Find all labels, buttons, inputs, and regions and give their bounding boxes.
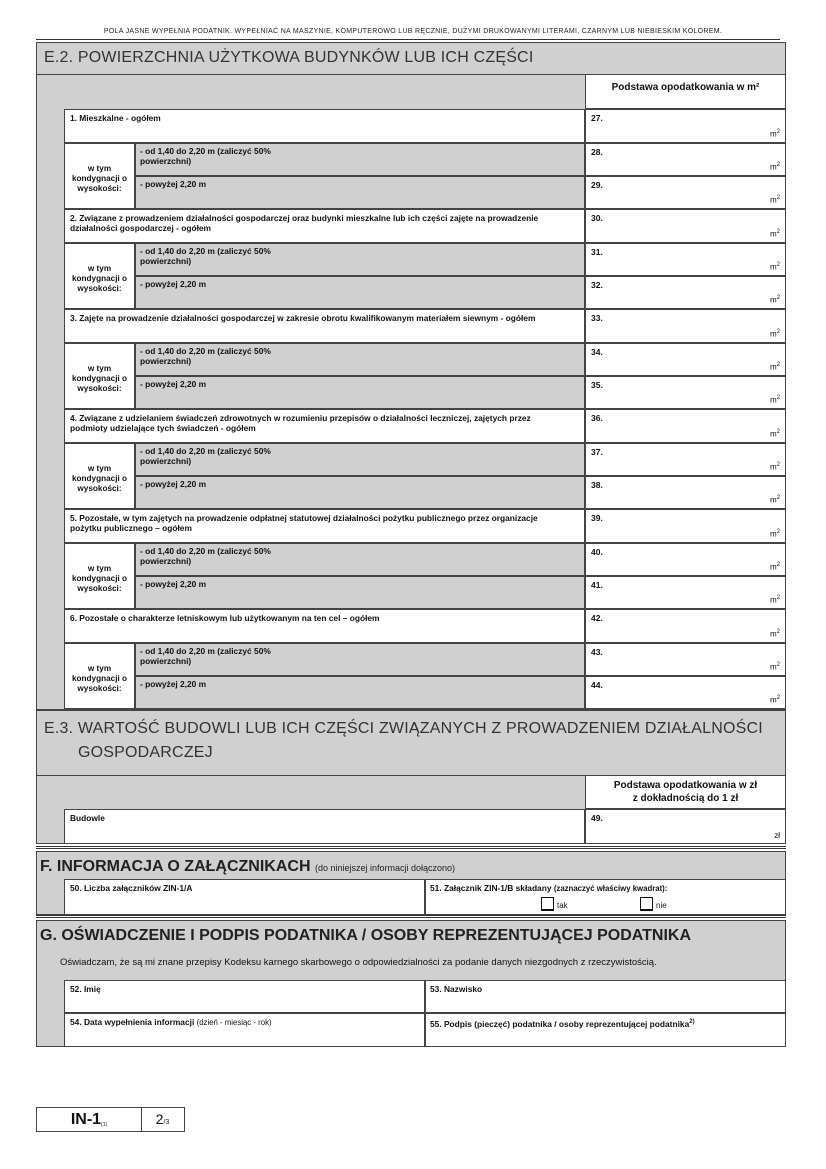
group-label-cell: [64, 609, 585, 643]
unit-exponent: 2: [776, 462, 780, 469]
field-number: 37.: [591, 447, 603, 457]
unit-exponent: 2: [776, 562, 780, 569]
field-unit: [770, 162, 780, 172]
value-field[interactable]: [585, 576, 786, 609]
field-49-unit: zł: [774, 831, 780, 840]
field-number: 27.: [591, 113, 603, 123]
form-code-footnote: (1): [101, 1122, 108, 1128]
value-field[interactable]: [585, 276, 786, 309]
subrow-a-label: - od 1,40 do 2,20 m (zaliczyć 50% powierzchni): [140, 446, 271, 466]
unit-exponent: 2: [776, 329, 780, 336]
unit-base: m: [769, 163, 777, 172]
field-unit: [770, 362, 780, 372]
field-55[interactable]: [425, 1013, 786, 1047]
field-55-footnote: 2): [689, 1019, 695, 1025]
unit-exponent: 2: [776, 595, 780, 602]
unit-base: m: [769, 463, 777, 472]
value-field[interactable]: [585, 109, 786, 143]
double-divider: [36, 915, 786, 918]
field-49[interactable]: [585, 809, 786, 844]
group-label: 5. Pozostałe, w tym zajętych na prowadzenie odpłatnej statutowej działalności pożytku publicznego przez organizacje pożytku publicznego – ogółem: [70, 513, 538, 533]
subrow-b-label: - powyżej 2,20 m: [140, 679, 207, 689]
subrows-header-text: w tym kondygnacji o wysokości:: [71, 164, 128, 193]
unit-base: m: [769, 696, 777, 705]
unit-base: m: [769, 596, 777, 605]
subrows-header-text: w tym kondygnacji o wysokości:: [71, 364, 128, 393]
subrows-header: [64, 643, 135, 709]
unit-base: m: [769, 396, 777, 405]
unit-exponent: 2: [776, 362, 780, 369]
subrows-header: [64, 543, 135, 609]
subrow-a-label-cell: [135, 243, 585, 276]
field-unit: [770, 462, 780, 472]
unit-base: m: [769, 230, 777, 239]
value-field[interactable]: [585, 443, 786, 476]
subrow-a-label: - od 1,40 do 2,20 m (zaliczyć 50% powierzchni): [140, 246, 271, 266]
value-field[interactable]: [585, 476, 786, 509]
field-unit: [770, 129, 780, 139]
field-unit: [770, 229, 780, 239]
unit-base: m: [769, 196, 777, 205]
field-unit: [770, 662, 780, 672]
section-g-title: G. OŚWIADCZENIE I PODPIS PODATNIKA / OSOBY REPREZENTUJĄCEJ PODATNIKA: [40, 927, 692, 944]
subrow-a-label-cell: [135, 443, 585, 476]
field-number: 39.: [591, 513, 603, 523]
subrow-b-label: - powyżej 2,20 m: [140, 479, 207, 489]
subrow-a-label-cell: [135, 143, 585, 176]
group-label: 3. Zajęte na prowadzenie działalności gospodarczej w zakresie obrotu kwalifikowanym materiałem siewnym - ogółem: [70, 313, 536, 323]
field-unit: [770, 562, 780, 572]
value-field[interactable]: [585, 176, 786, 209]
e3-col-header: [585, 775, 786, 809]
double-divider: [36, 846, 786, 849]
subrows-header-text: w tym kondygnacji o wysokości:: [71, 664, 128, 693]
unit-base: m: [769, 130, 777, 139]
unit-base: m: [769, 563, 777, 572]
section-e3-title-line1: E.3. WARTOŚĆ BUDOWLI LUB ICH CZĘŚCI ZWIĄZANYCH Z PROWADZENIEM DZIAŁALNOŚCI: [44, 720, 763, 737]
subrow-a-label: - od 1,40 do 2,20 m (zaliczyć 50% powierzchni): [140, 546, 271, 566]
section-f-title-note: (do niniejszej informacji dołączono): [314, 863, 456, 873]
field-number: 34.: [591, 347, 603, 357]
group-label: 2. Związane z prowadzeniem działalności gospodarczej oraz budynki mieszkalne lub ich części zajęte na prowadzenie działalności gospodarczej - ogółem: [70, 213, 539, 233]
section-f-title: [40, 858, 455, 876]
page-number-cell: [141, 1108, 184, 1131]
value-field[interactable]: [585, 309, 786, 343]
field-unit: [770, 695, 780, 705]
field-54-label: [70, 1017, 272, 1028]
field-unit: [770, 395, 780, 405]
subrow-a-label-cell: [135, 343, 585, 376]
field-51-note: (zaznaczyć właściwy kwadrat):: [553, 884, 668, 893]
field-number: 30.: [591, 213, 603, 223]
e3-col-header-line2: z dokładnością do 1 zł: [632, 793, 739, 804]
subrow-b-label-cell: [135, 476, 585, 509]
field-number: 44.: [591, 680, 603, 690]
subrows-header: [64, 343, 135, 409]
field-54[interactable]: [64, 1013, 425, 1047]
group-label-cell: [64, 109, 585, 143]
section-f-title-text: F. INFORMACJA O ZAŁĄCZNIKACH: [40, 858, 311, 875]
field-number: 35.: [591, 380, 603, 390]
field-55-label-text: 55. Podpis (pieczęć) podatnika / osoby reprezentującej podatnika: [430, 1018, 690, 1029]
subrow-b-label: - powyżej 2,20 m: [140, 179, 207, 189]
field-unit: [770, 262, 780, 272]
value-field[interactable]: [585, 543, 786, 576]
subrow-b-label: - powyżej 2,20 m: [140, 379, 207, 389]
unit-exponent: 2: [776, 495, 780, 502]
field-52[interactable]: [64, 980, 425, 1013]
unit-exponent: 2: [776, 129, 780, 136]
field-unit: [770, 529, 780, 539]
subrows-header: [64, 443, 135, 509]
unit-base: m: [769, 496, 777, 505]
field-unit: [770, 429, 780, 439]
unit-exponent: 2: [776, 395, 780, 402]
field-number: 43.: [591, 647, 603, 657]
field-number: 32.: [591, 280, 603, 290]
field-54-label-text: 54. Data wypełnienia informacji: [70, 1017, 195, 1027]
e3-col-header-line1: Podstawa opodatkowania w zł: [613, 780, 758, 791]
field-unit: [770, 295, 780, 305]
field-number: 41.: [591, 580, 603, 590]
unit-base: m: [769, 530, 777, 539]
unit-exponent: 2: [776, 295, 780, 302]
page-number: 2: [155, 1111, 164, 1127]
page-total: /3: [163, 1119, 170, 1126]
unit-exponent: 2: [776, 195, 780, 202]
subrows-header: [64, 243, 135, 309]
unit-exponent: 2: [776, 429, 780, 436]
group-label-cell: [64, 509, 585, 543]
top-instruction-note: POLA JASNE WYPEŁNIA PODATNIK. WYPEŁNIAĆ NA MASZYNIE, KOMPUTEROWO LUB RĘCZNIE, DUŻYMI DRUKOWANYMI LITERAMI, CZARNYM LUB NIEBIESKIM KOLOREM.: [103, 28, 723, 35]
field-50-label: 50. Liczba załączników ZIN-1/A: [70, 883, 193, 893]
unit-exponent: 2: [776, 162, 780, 169]
unit-base: m: [769, 430, 777, 439]
field-54-note: (dzień - miesiąc - rok): [196, 1018, 272, 1027]
option-tak[interactable]: [541, 897, 568, 911]
e2-col-header-text: Podstawa opodatkowania w m²: [611, 82, 760, 93]
field-number: 38.: [591, 480, 603, 490]
option-tak-label: tak: [557, 901, 568, 910]
field-53-label: 53. Nazwisko: [430, 984, 483, 994]
value-field[interactable]: [585, 643, 786, 676]
group-label: 6. Pozostałe o charakterze letniskowym lub użytkowanym na ten cel – ogółem: [70, 613, 380, 623]
form-code: IN-1: [70, 1111, 102, 1128]
e3-row-label-cell: [64, 809, 585, 844]
field-51-label-text: 51. Załącznik ZIN-1/B składany: [430, 883, 552, 893]
value-field[interactable]: [585, 509, 786, 543]
value-field[interactable]: [585, 143, 786, 176]
field-number: 33.: [591, 313, 603, 323]
unit-base: m: [769, 363, 777, 372]
subrow-b-label-cell: [135, 276, 585, 309]
field-number: 31.: [591, 247, 603, 257]
form-footer: [36, 1107, 185, 1132]
value-field[interactable]: [585, 609, 786, 643]
value-field[interactable]: [585, 376, 786, 409]
field-55-label: [430, 1017, 695, 1029]
field-number: 42.: [591, 613, 603, 623]
subrows-header: [64, 143, 135, 209]
section-e3-title-line2: GOSPODARCZEJ: [78, 744, 213, 761]
subrow-b-label-cell: [135, 676, 585, 709]
value-field[interactable]: [585, 343, 786, 376]
field-51: [425, 879, 786, 915]
subrows-header-text: w tym kondygnacji o wysokości:: [71, 564, 128, 593]
checkbox-icon[interactable]: [640, 897, 653, 911]
field-52-label: 52. Imię: [70, 984, 101, 994]
subrow-b-label-cell: [135, 376, 585, 409]
e2-col-header: [585, 74, 786, 109]
unit-base: m: [769, 296, 777, 305]
group-label: 4. Związane z udzielaniem świadczeń zdrowotnych w rozumieniu przepisów o działalności leczniczej, zajętych przez podmioty udzielające tych świadczeń - ogółem: [70, 413, 531, 433]
checkbox-icon[interactable]: [541, 897, 554, 911]
value-field[interactable]: [585, 409, 786, 443]
form-code-cell: [37, 1108, 142, 1131]
field-53[interactable]: [425, 980, 786, 1013]
field-number: 28.: [591, 147, 603, 157]
value-field[interactable]: [585, 676, 786, 709]
unit-exponent: 2: [776, 529, 780, 536]
field-51-label: [430, 883, 667, 894]
field-unit: [770, 195, 780, 205]
top-divider: [36, 39, 780, 40]
unit-exponent: 2: [776, 629, 780, 636]
subrow-b-label-cell: [135, 176, 585, 209]
unit-exponent: 2: [776, 262, 780, 269]
group-label: 1. Mieszkalne - ogółem: [70, 113, 161, 123]
subrow-b-label-cell: [135, 576, 585, 609]
unit-base: m: [769, 263, 777, 272]
e3-row-label: Budowle: [70, 813, 105, 823]
unit-base: m: [769, 663, 777, 672]
unit-exponent: 2: [776, 662, 780, 669]
subrow-a-label-cell: [135, 643, 585, 676]
field-number: 40.: [591, 547, 603, 557]
field-50[interactable]: [64, 879, 425, 915]
subrows-header-text: w tym kondygnacji o wysokości:: [71, 464, 128, 493]
subrow-a-label: - od 1,40 do 2,20 m (zaliczyć 50% powierzchni): [140, 346, 271, 366]
group-label-cell: [64, 409, 585, 443]
option-nie-label: nie: [656, 901, 667, 910]
subrow-a-label: - od 1,40 do 2,20 m (zaliczyć 50% powierzchni): [140, 646, 271, 666]
unit-base: m: [769, 630, 777, 639]
value-field[interactable]: [585, 243, 786, 276]
unit-exponent: 2: [776, 229, 780, 236]
subrows-header-text: w tym kondygnacji o wysokości:: [71, 264, 128, 293]
unit-base: m: [769, 330, 777, 339]
subrow-a-label: - od 1,40 do 2,20 m (zaliczyć 50% powierzchni): [140, 146, 271, 166]
group-label-cell: [64, 309, 585, 343]
subrow-b-label: - powyżej 2,20 m: [140, 279, 207, 289]
field-49-number: 49.: [591, 813, 603, 823]
field-unit: [770, 495, 780, 505]
field-number: 29.: [591, 180, 603, 190]
field-unit: [770, 629, 780, 639]
section-g-statement: Oświadczam, że są mi znane przepisy Kodeksu karnego skarbowego o odpowiedzialności za podanie danych niezgodnych z rzeczywistością.: [60, 957, 657, 968]
subrow-a-label-cell: [135, 543, 585, 576]
subrow-b-label: - powyżej 2,20 m: [140, 579, 207, 589]
unit-exponent: 2: [776, 695, 780, 702]
group-label-cell: [64, 209, 585, 243]
value-field[interactable]: [585, 209, 786, 243]
option-nie[interactable]: [640, 897, 667, 911]
section-e2-title: E.2. POWIERZCHNIA UŻYTKOWA BUDYNKÓW LUB ICH CZĘŚCI: [44, 49, 534, 66]
field-unit: [770, 595, 780, 605]
field-unit: [770, 329, 780, 339]
field-number: 36.: [591, 413, 603, 423]
